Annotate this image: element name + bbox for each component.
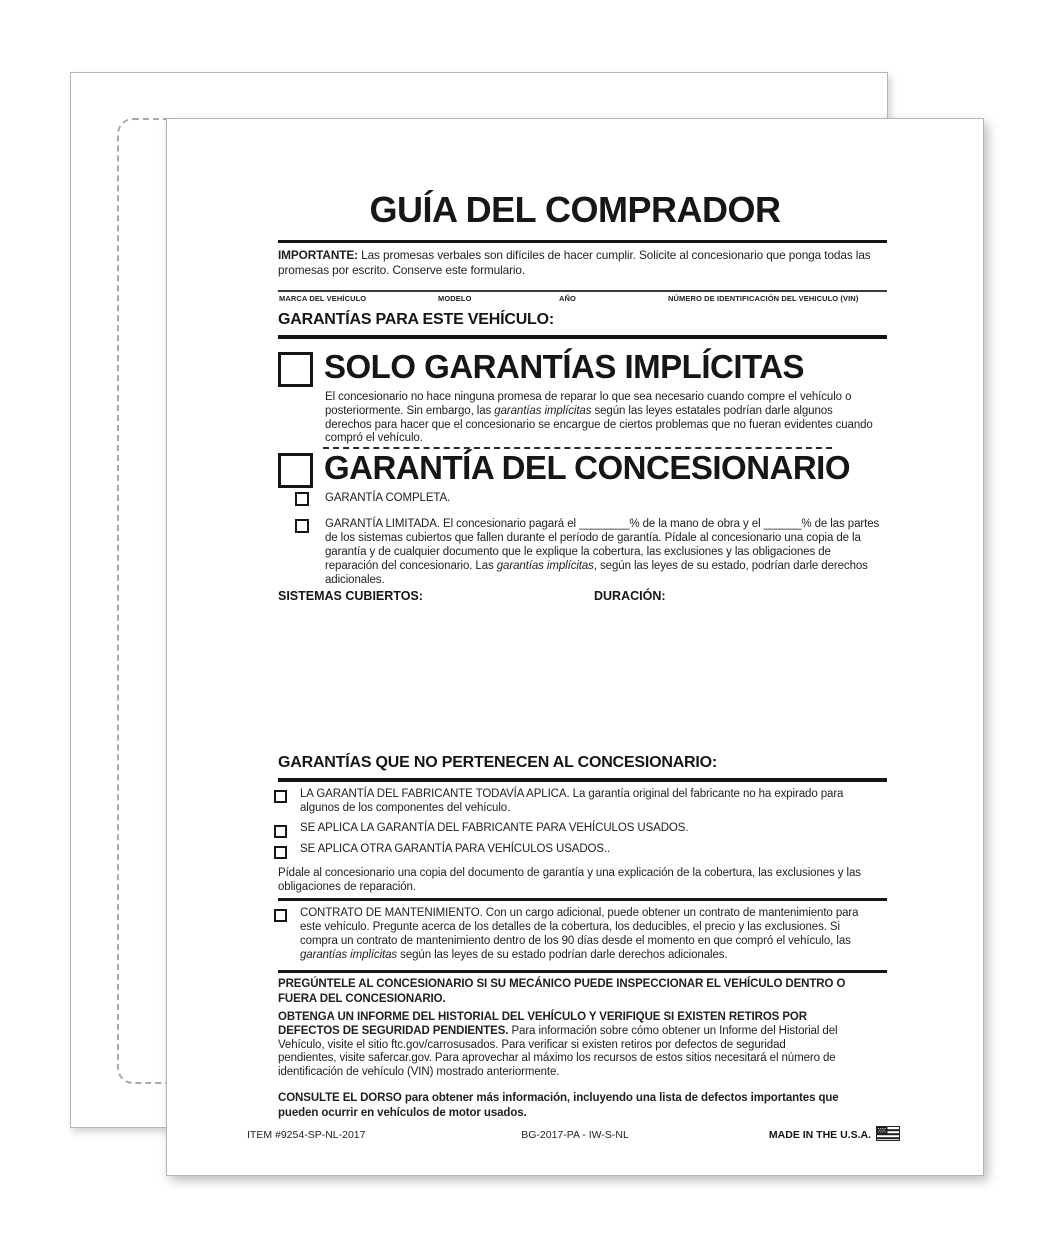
manufacturer-warranty-checkbox[interactable] (274, 790, 287, 803)
footer-made-in (769, 1126, 900, 1144)
dealer-warranty-title: GARANTÍA DEL CONCESIONARIO (324, 449, 851, 486)
manufacturer-used-warranty-item: SE APLICA LA GARANTÍA DEL FABRICANTE PARA VEHÍCULOS USADOS. (300, 822, 689, 834)
section-rule (278, 335, 887, 339)
vehicle-vin-label: NÚMERO DE IDENTIFICACIÓN DEL VEHICULO (VIN) (668, 294, 859, 303)
us-flag-icon (876, 1126, 900, 1144)
service-contract-description: CONTRATO DE MANTENIMIENTO. Con un cargo adicional, puede obtener un contrato de mantenimiento para este vehículo. Pregunte acerca de los detalles de la cobertura, los deducibles, el precio y las exclusiones. Si compra un contrato de mantenimiento dentro de los 90 días desde el momento en que compró el vehículo, las garantías implícitas según las leyes de su estado podrían darle derechos adicionales. (300, 907, 859, 961)
manufacturer-warranty-item: LA GARANTÍA DEL FABRICANTE TODAVÍA APLICA. La garantía original del fabricante no ha expirado para algunos de los componentes del vehículo. (300, 788, 844, 814)
page-title: GUÍA DEL COMPRADOR (369, 189, 781, 230)
vehicle-history-notice: OBTENGA UN INFORME DEL HISTORIAL DEL VEHÍCULO Y VERIFIQUE SI EXISTEN RETIROS POR DEFECTOS DE SEGURIDAD PENDIENTES. Para información sobre cómo obtener un Informe del Historial del Vehículo, visite el sitio ftc.gov/carrosusados. Para verificar si existen retiros por defectos de seguridad pendientes, visite safercar.gov. Para aprovechar al máximo los recursos de estos sitios necesitará el número de identificación de vehículo (VIN) mostrado anteriormente. (278, 1011, 838, 1079)
non-dealer-section-heading: GARANTÍAS QUE NO PERTENECEN AL CONCESIONARIO: (278, 754, 718, 771)
systems-covered-area[interactable] (278, 607, 578, 747)
see-back-notice: CONSULTE EL DORSO para obtener más información, incluyendo una lista de defectos importantes que pueden ocurrir en vehículos de motor usados. (278, 1092, 839, 1119)
service-contract-checkbox[interactable] (274, 909, 287, 922)
important-notice: IMPORTANTE: Las promesas verbales son difíciles de hacer cumplir. Solicite al concesionario que ponga todas las promesas por escrito. Conserve este formulario. (278, 248, 871, 278)
duration-area[interactable] (594, 607, 887, 747)
limited-warranty-checkbox[interactable] (295, 519, 309, 533)
footer-form-code: BG-2017-PA - IW-S-NL (521, 1129, 629, 1141)
limited-warranty-description: GARANTÍA LIMITADA. El concesionario pagará el ________% de la mano de obra y el ______% de las partes de los sistemas cubiertos que fallen durante el período de garantía. Pídale al concesionario una copia de la garantía y de cualquier documento que le explique la cobertura, las exclusiones y las obligaciones de reparación del concesionario. Las garantías implícitas, según las leyes de su estado, podrían darle derechos adicionales. (325, 518, 880, 586)
inspection-notice: PREGÚNTELE AL CONCESIONARIO SI SU MECÁNICO PUEDE INSPECCIONAR EL VEHÍCULO DENTRO O FUERA DEL CONCESIONARIO. (278, 978, 846, 1005)
duration-label: DURACIÓN: (594, 589, 666, 603)
as-is-checkbox[interactable] (278, 352, 313, 387)
vehicle-year-label: AÑO (559, 294, 576, 303)
divider-rule (278, 240, 887, 243)
warranties-section-heading: GARANTÍAS PARA ESTE VEHÍCULO: (278, 311, 554, 328)
section-rule (278, 898, 887, 901)
buyers-guide-form (166, 118, 984, 1176)
made-in-usa-label: MADE IN THE U.S.A. (768, 1129, 871, 1141)
warranty-copy-note: Pídale al concesionario una copia del documento de garantía y una explicación de la cobertura, las exclusiones y las obligaciones de reparación. (278, 867, 861, 893)
dealer-warranty-checkbox[interactable] (278, 453, 313, 488)
vehicle-make-label: MARCA DEL VEHÍCULO (279, 294, 367, 303)
other-used-warranty-checkbox[interactable] (274, 846, 287, 859)
vehicle-fields-rule (278, 290, 887, 292)
section-rule (278, 778, 887, 782)
systems-covered-label: SISTEMAS CUBIERTOS: (278, 589, 423, 603)
vehicle-model-label: MODELO (438, 294, 472, 303)
as-is-description: El concesionario no hace ninguna promesa de reparar lo que sea necesario cuando compre el vehículo o posteriormente. Sin embargo, las garantías implícitas según las leyes estatales podrían darle algunos derechos para hacer que el concesionario se encargue de ciertos problemas que no fueran evidentes cuando compró el vehículo. (325, 391, 873, 445)
full-warranty-checkbox[interactable] (295, 492, 309, 506)
other-used-warranty-item: SE APLICA OTRA GARANTÍA PARA VEHÍCULOS USADOS.. (300, 843, 611, 855)
footer-item-number: ITEM #9254-SP-NL-2017 (247, 1129, 366, 1141)
as-is-title: SOLO GARANTÍAS IMPLÍCITAS (324, 348, 805, 385)
full-warranty-label: GARANTÍA COMPLETA. (325, 492, 451, 504)
manufacturer-used-warranty-checkbox[interactable] (274, 825, 287, 838)
section-rule (278, 970, 887, 973)
